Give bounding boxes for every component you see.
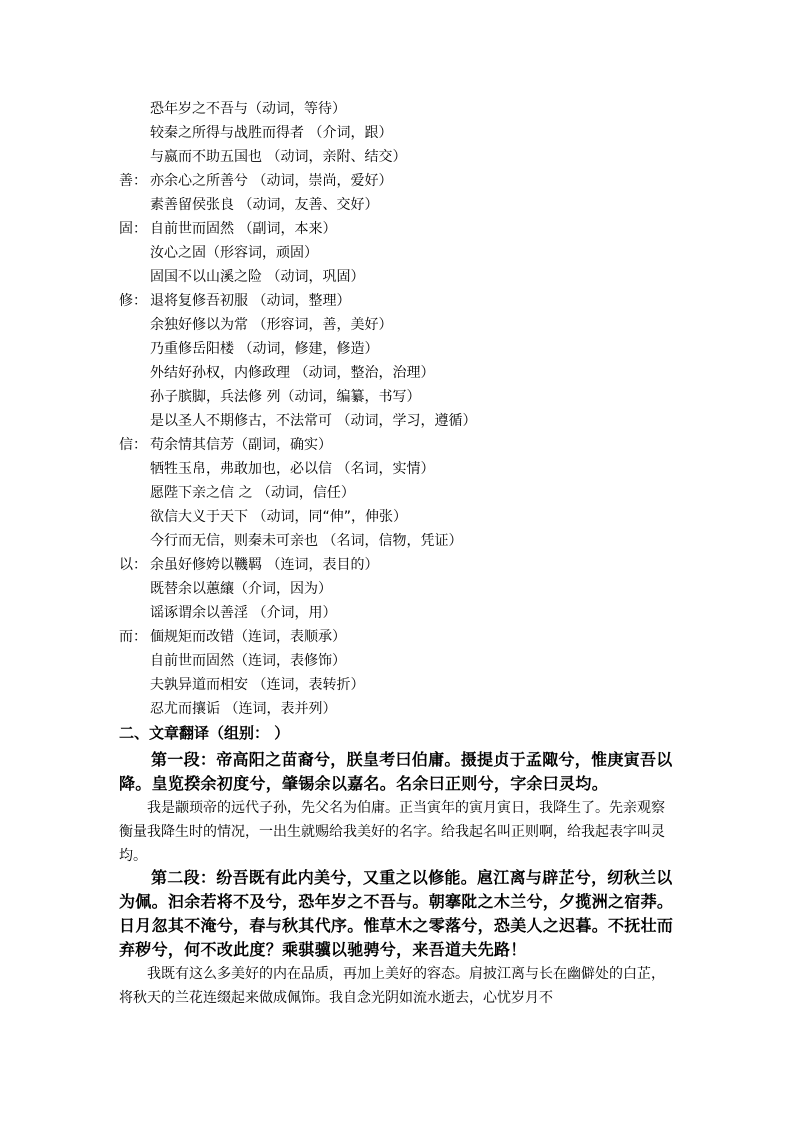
usage-line: [119, 484, 355, 502]
usage-head-char: 以：: [119, 557, 147, 573]
paragraph-1-translation: 我是颛顼帝的远代子孙，先父名为伯庸。正当寅年的寅月寅日，我降生了。先亲观察衡量我降生时的情况，一出生就赐给我美好的名字。给我起名叫正则啊，给我起表字叫灵均。: [119, 800, 665, 864]
usage-head-char: 善：: [119, 173, 147, 189]
section-title: 二、文章翻译（组别： ）: [119, 724, 290, 742]
usage-example: 外结好孙权，内修政理 （动词，整治，治理）: [150, 365, 435, 381]
usage-line: [119, 676, 364, 694]
usage-line: [119, 508, 407, 526]
usage-example: 牺牲玉帛，弗敢加也，必以信 （名词，实情）: [150, 461, 435, 477]
usage-line: [119, 124, 392, 142]
paragraph-1-original: 第一段：帝高阳之苗裔兮，朕皇考曰伯庸。摄提贞于孟陬兮，惟庚寅吾以降。皇览揆余初度兮，肇锡余以嘉名。名余曰正则兮，字余曰灵均。: [119, 750, 673, 793]
usage-example: 自前世而固然 （副词，本来）: [150, 221, 337, 237]
usage-example: 乃重修岳阳楼 （动词，修建，修造）: [150, 341, 379, 357]
usage-example: 偭规矩而改错（连词，表顺承）: [150, 629, 346, 645]
usage-example: 余独好修以为常 （形容词，善，美好）: [150, 317, 393, 333]
usage-line: [119, 100, 346, 118]
usage-example: 愿陛下亲之信 之 （动词，信任）: [150, 485, 355, 501]
usage-line: [119, 292, 350, 310]
usage-line: [119, 340, 378, 358]
paragraph-2-original: 第二段：纷吾既有此内美兮，又重之以修能。扈江离与辟芷兮，纫秋兰以为佩。汩余若将不及兮，恐年岁之不吾与。朝搴阰之木兰兮，夕揽洲之宿莽。日月忽其不淹兮，春与秋其代序。惟草木之零落兮，恐美人之迟暮。不抚壮而弃秽兮，何不改此度？乘骐骥以驰骋兮，来吾道夫先路！: [119, 868, 674, 959]
usage-line: [119, 364, 434, 382]
usage-example: 余虽好修姱以鞿羁 （连词，表目的）: [150, 557, 379, 573]
usage-head-char: 而：: [119, 629, 147, 645]
usage-line: [119, 556, 378, 574]
usage-example: 欲信大义于天下 （动词，同“伸”，伸张）: [150, 509, 407, 525]
usage-example: 恐年岁之不吾与（动词，等待）: [150, 101, 346, 117]
usage-example: 今行而无信，则秦未可亲也 （名词，信物，凭证）: [150, 533, 463, 549]
usage-line: [119, 244, 318, 262]
usage-line: [119, 172, 392, 190]
usage-line: [119, 388, 420, 406]
usage-example: 较秦之所得与战胜而得者 （介词，跟）: [150, 125, 393, 141]
usage-example: 与嬴而不助五国也 （动词，亲附、结交）: [150, 149, 407, 165]
usage-line: [119, 220, 336, 238]
usage-example: 苟余情其信芳（副词，确实）: [150, 437, 332, 453]
usage-example: 自前世而固然（连词，表修饰）: [150, 653, 346, 669]
paragraph-2-translation: 我既有这么多美好的内在品质，再加上美好的容态。肩披江离与长在幽僻处的白芷，将秋天的兰花连缀起来做成佩饰。我自念光阴如流水逝去，心忧岁月不: [119, 966, 665, 1006]
usage-line: [119, 316, 392, 334]
usage-head-char: 固：: [119, 221, 147, 237]
usage-example: 是以圣人不期修古，不法常可 （动词，学习，遵循）: [150, 413, 477, 429]
usage-line: [119, 268, 364, 286]
usage-example: 亦余心之所善兮 （动词，崇尚，爱好）: [150, 173, 393, 189]
usage-line: [119, 532, 462, 550]
usage-example: 孙子膑脚，兵法修 列（动词，编纂，书写）: [150, 389, 421, 405]
usage-head-char: 信：: [119, 437, 147, 453]
usage-line: [119, 604, 336, 622]
usage-example: 既替余以蕙纕（介词，因为）: [150, 581, 332, 597]
usage-line: [119, 436, 332, 454]
usage-line: [119, 700, 336, 718]
usage-example: 谣诼谓余以善淫 （介词，用）: [150, 605, 337, 621]
usage-example: 退将复修吾初服 （动词，整理）: [150, 293, 351, 309]
usage-example: 固国不以山溪之险 （动词，巩固）: [150, 269, 365, 285]
usage-head-char: 修：: [119, 293, 147, 309]
usage-line: [119, 652, 346, 670]
usage-example: 汝心之固（形容词，顽固）: [150, 245, 318, 261]
usage-line: [119, 148, 406, 166]
usage-line: [119, 628, 346, 646]
usage-line: [119, 580, 332, 598]
usage-example: 素善留侯张良 （动词，友善、交好）: [150, 197, 379, 213]
usage-example: 夫孰异道而相安 （连词，表转折）: [150, 677, 365, 693]
usage-line: [119, 460, 434, 478]
usage-line: [119, 412, 476, 430]
usage-line: [119, 196, 378, 214]
usage-example: 忍尤而攘诟 （连词，表并列）: [150, 701, 337, 717]
